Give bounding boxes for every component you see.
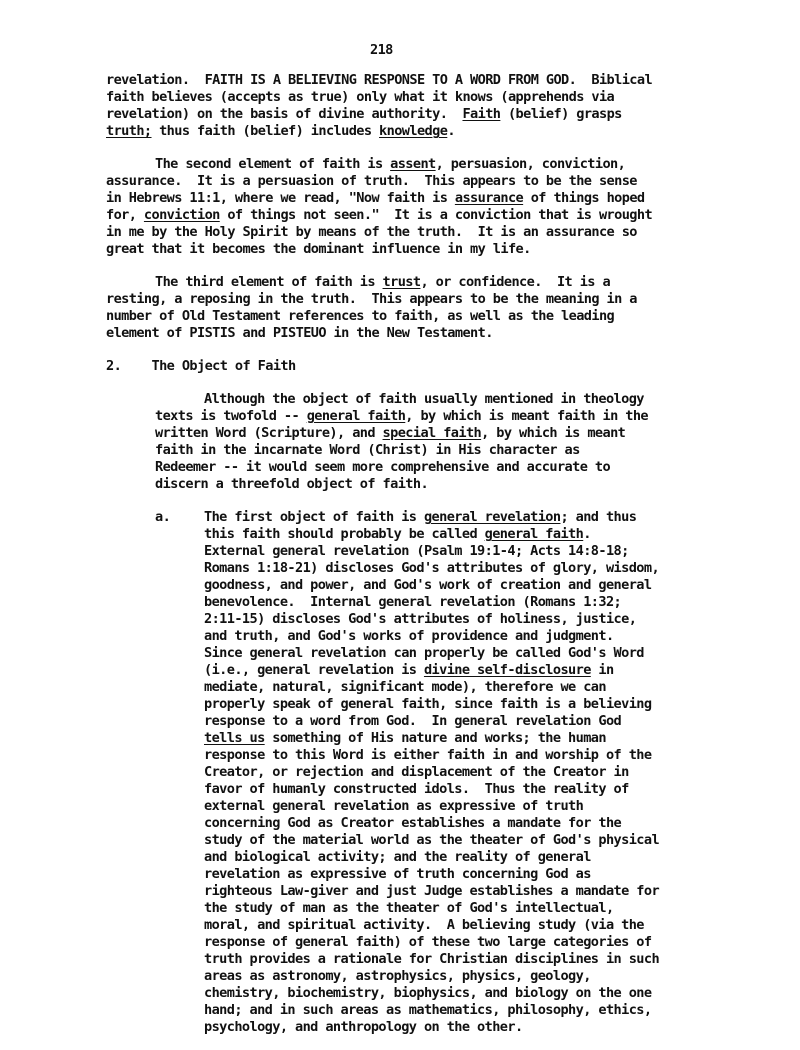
text-segment: External general revelation (Psalm 19:1-4; Acts 14:8-18; <box>204 543 629 559</box>
text-segment: a. <box>155 509 171 525</box>
text-line <box>106 224 637 240</box>
text-segment: thus faith (belief) includes <box>151 123 380 139</box>
text-line <box>106 106 622 122</box>
text-line <box>204 917 644 933</box>
text-line <box>155 408 648 424</box>
text-line <box>204 747 651 763</box>
text-line <box>204 1019 523 1035</box>
text-line <box>204 391 644 407</box>
text-segment: . <box>583 526 591 542</box>
text-segment: assurance. It is a persuasion of truth. This appears to be the sense <box>106 173 637 189</box>
text-segment: , or confidence. It is a <box>420 274 611 290</box>
text-segment: The first object of faith is <box>204 509 424 525</box>
text-line <box>204 611 636 627</box>
text-segment: psychology, and anthropology on the other. <box>204 1019 523 1035</box>
underlined-term: tells us <box>204 730 265 746</box>
text-line <box>204 730 606 746</box>
text-line <box>204 662 614 678</box>
text-line <box>106 123 455 139</box>
text-segment: faith believes (accepts as true) only what it knows (apprehends via <box>106 89 615 105</box>
text-segment: in <box>590 662 614 678</box>
text-segment: response to a word from God. In general revelation God <box>204 713 622 729</box>
text-line <box>204 679 606 695</box>
page-number: 218 <box>370 42 393 58</box>
text-segment: in Hebrews 11:1, where we read, "Now faith is <box>106 190 455 206</box>
text-segment: Romans 1:18-21) discloses God's attributes of glory, wisdom, <box>204 560 660 576</box>
text-line <box>106 241 531 257</box>
underlined-term: knowledge <box>379 123 448 139</box>
text-segment: Redeemer -- it would seem more comprehensive and accurate to <box>155 459 611 475</box>
text-line <box>204 509 636 525</box>
text-segment: favor of humanly constructed idols. Thus the reality of <box>204 781 629 797</box>
text-segment: resting, a reposing in the truth. This appears to be the meaning in a <box>106 291 637 307</box>
text-segment: external general revelation as expressive of truth <box>204 798 584 814</box>
text-segment: benevolence. Internal general revelation (Romans 1:32; <box>204 594 622 610</box>
text-line <box>204 628 614 644</box>
underlined-term: trust <box>382 274 421 290</box>
text-segment: the study of man as the theater of God's intellectual, <box>204 900 614 916</box>
text-line <box>204 968 591 984</box>
underlined-term: general faith <box>484 526 584 542</box>
text-segment: number of Old Testament references to faith, as well as the leading <box>106 308 615 324</box>
text-line <box>106 72 652 88</box>
text-segment: , by which is meant <box>481 425 626 441</box>
text-line <box>155 156 625 172</box>
text-segment: ; and thus <box>560 509 637 525</box>
text-line <box>155 459 610 475</box>
text-line <box>106 89 614 105</box>
text-segment: written Word (Scripture), and <box>155 425 383 441</box>
text-segment: faith in the incarnate Word (Christ) in His character as <box>155 442 580 458</box>
text-segment: revelation. FAITH IS A BELIEVING RESPONSE TO A WORD FROM GOD. Biblical <box>106 72 653 88</box>
text-segment: Although the object of faith usually mentioned in theology <box>204 391 644 407</box>
text-line <box>204 832 659 848</box>
text-line <box>155 442 580 458</box>
text-segment: and truth, and God's works of providence and judgment. <box>204 628 614 644</box>
underlined-term: special faith <box>382 425 482 441</box>
underlined-term: assent <box>390 156 436 172</box>
text-line <box>204 764 629 780</box>
text-segment: something of His nature and works; the human <box>264 730 606 746</box>
text-line <box>204 594 621 610</box>
text-segment: response of general faith) of these two large categories of <box>204 934 652 950</box>
text-segment: chemistry, biochemistry, biophysics, and biology on the one <box>204 985 652 1001</box>
text-segment: The third element of faith is <box>155 274 383 290</box>
text-segment: discern a threefold object of faith. <box>155 476 429 492</box>
text-line <box>204 543 629 559</box>
text-line <box>204 560 659 576</box>
text-line <box>155 274 610 290</box>
text-segment: . <box>447 123 455 139</box>
text-segment: response to this Word is either faith in and worship of the <box>204 747 652 763</box>
text-line <box>155 425 625 441</box>
text-segment: properly speak of general faith, since faith is a believing <box>204 696 652 712</box>
text-line <box>204 900 614 916</box>
text-segment: The second element of faith is <box>155 156 391 172</box>
text-line <box>204 951 659 967</box>
text-segment: of things hoped <box>523 190 645 206</box>
text-line <box>204 577 651 593</box>
text-segment: study of the material world as the theater of God's physical <box>204 832 660 848</box>
text-line <box>204 526 591 542</box>
text-segment: (belief) grasps <box>500 106 622 122</box>
text-segment: , by which is meant faith in the <box>405 408 648 424</box>
text-segment: concerning God as Creator establishes a mandate for the <box>204 815 622 831</box>
text-segment: (i.e., general revelation is <box>204 662 424 678</box>
text-line <box>106 190 645 206</box>
underlined-term: conviction <box>143 207 220 223</box>
underlined-term: assurance <box>454 190 524 206</box>
text-segment: for, <box>106 207 144 223</box>
text-segment: this faith should probably be called <box>204 526 485 542</box>
text-segment: in me by the Holy Spirit by means of the truth. It is an assurance so <box>106 224 637 240</box>
text-line <box>106 308 614 324</box>
text-segment: 2:11-15) discloses God's attributes of holiness, justice, <box>204 611 637 627</box>
text-line <box>204 645 644 661</box>
text-line <box>106 358 296 374</box>
text-line <box>204 934 651 950</box>
text-segment: of things not seen." It is a conviction that is wrought <box>219 207 653 223</box>
text-line <box>204 815 621 831</box>
text-segment: truth provides a rationale for Christian disciplines in such <box>204 951 660 967</box>
text-line <box>106 207 652 223</box>
text-line <box>204 866 591 882</box>
text-line <box>155 476 428 492</box>
text-segment: revelation) on the basis of divine authority. <box>106 106 463 122</box>
text-line <box>204 1002 651 1018</box>
text-segment: goodness, and power, and God's work of creation and general <box>204 577 652 593</box>
text-segment: hand; and in such areas as mathematics, philosophy, ethics, <box>204 1002 652 1018</box>
text-line <box>106 291 637 307</box>
text-segment: , persuasion, conviction, <box>435 156 626 172</box>
text-segment: moral, and spiritual activity. A believing study (via the <box>204 917 644 933</box>
text-segment: righteous Law-giver and just Judge establishes a mandate for <box>204 883 660 899</box>
text-segment: element of PISTIS and PISTEUO in the New Testament. <box>106 325 493 341</box>
underlined-term: general faith <box>306 408 406 424</box>
text-line <box>204 781 629 797</box>
text-line <box>106 325 493 341</box>
text-segment: mediate, natural, significant mode), therefore we can <box>204 679 606 695</box>
text-segment: and biological activity; and the reality of general <box>204 849 591 865</box>
text-segment: Creator, or rejection and displacement of the Creator in <box>204 764 629 780</box>
text-line <box>204 849 591 865</box>
underlined-term: general revelation <box>423 509 561 525</box>
text-line <box>204 696 651 712</box>
text-line <box>155 509 170 525</box>
text-segment: 2. The Object of Faith <box>106 358 296 374</box>
text-line <box>204 798 583 814</box>
text-line <box>204 985 651 1001</box>
underlined-term: Faith <box>462 106 501 122</box>
underlined-term: truth; <box>106 123 152 139</box>
text-line <box>106 173 637 189</box>
text-line <box>204 883 659 899</box>
text-segment: texts is twofold -- <box>155 408 307 424</box>
text-line <box>204 713 621 729</box>
text-segment: areas as astronomy, astrophysics, physics, geology, <box>204 968 591 984</box>
text-segment: great that it becomes the dominant influence in my life. <box>106 241 531 257</box>
text-segment: revelation as expressive of truth concerning God as <box>204 866 591 882</box>
text-segment: Since general revelation can properly be called God's Word <box>204 645 644 661</box>
underlined-term: divine self-disclosure <box>423 662 591 678</box>
